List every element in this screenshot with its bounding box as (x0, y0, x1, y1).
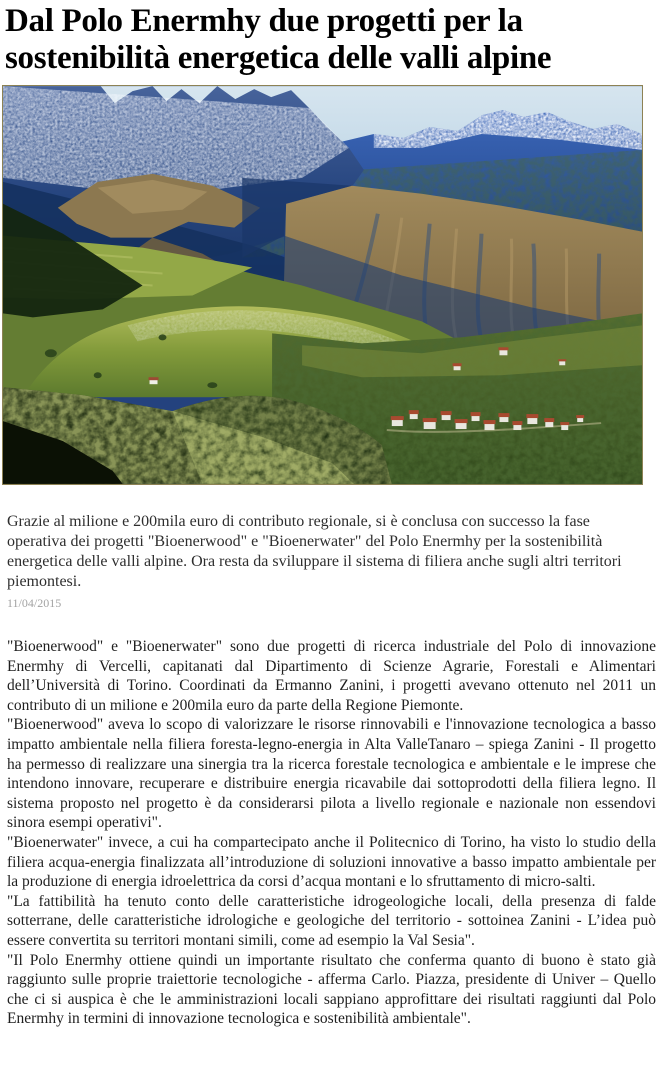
hero-image (2, 85, 643, 485)
article-paragraph-5: "Il Polo Enermhy ottiene quindi un importante risultato che conferma quanto di buono è stato già raggiunto sulle proprie traiettorie tecnologiche - afferma Carlo. Piazza, presidente di Univer – Quello che ci si auspica è che le amministrazioni locali sappiano approfittare dei risultati raggiunti dal Polo Enermhy in termini di innovazione tecnologica e sostenibilità ambientale". (7, 951, 656, 1028)
article-paragraph-2: "Bioenerwood" aveva lo scopo di valorizzare le risorse rinnovabili e l'innovazione tecnologica a basso impatto ambientale nella filiera foresta-legno-energia in Alta ValleTanaro – spiega Zanini - Il progetto ha permesso di realizzare una sinergia tra la ricerca forestale tecnologica e ambientale e le imprese che intendono innovare, recuperare e distribuire energia ricavabile dai sottoprodotti della filiera legno. Il sistema proposto nel progetto è da considerarsi pilota a livello regionale e nazionale non essendovi sinora esempi operativi". (7, 716, 656, 832)
alpine-valley-photo (3, 86, 642, 484)
article-date: 11/04/2015 (7, 596, 62, 610)
article-paragraph-1: "Bioenerwood" e "Bioenerwater" sono due progetti di ricerca industriale del Polo di innovazione Enermhy di Vercelli, capitanati dal Dipartimento di Scienze Agrarie, Forestali e Alimentari dell’Università di Torino. Coordinati da Ermanno Zanini, i progetti avevano ottenuto nel 2011 un contributo di un milione e 200mila euro da parte della Regione Piemonte. (7, 638, 656, 714)
article-paragraph-4: "La fattibilità ha tenuto conto delle caratteristiche idrogeologiche locali, della presenza di falde sotterrane, delle caratteristiche idrologiche e geologiche del territorio - sottoinea Zanini - L’idea può essere convertita su territori montani simili, come ad esempio la Val Sesia". (7, 892, 656, 949)
article-paragraph-3: "Bioenerwater" invece, a cui ha compartecipato anche il Politecnico di Torino, ha visto lo studio della filiera acqua-energia finalizzata all’introduzione di soluzioni innovative a basso impatto ambientale per la produzione di energia idroelettrica da corsi d’acqua montani e lo sfruttamento di micro-salti. (7, 833, 656, 891)
article-body (0, 637, 665, 1029)
article-title: Dal Polo Enermhy due progetti per la sostenibilità energetica delle valli alpine (5, 3, 552, 76)
article-lede: Grazie al milione e 200mila euro di contributo regionale, si è conclusa con successo la fase operativa dei progetti "Bioenerwood" e "Bioenerwater" del Polo Enermhy per la sostenibilità energetica delle valli alpine. Ora resta da sviluppare il sistema di filiera anche sugli altri territori piemontesi. (7, 513, 622, 590)
